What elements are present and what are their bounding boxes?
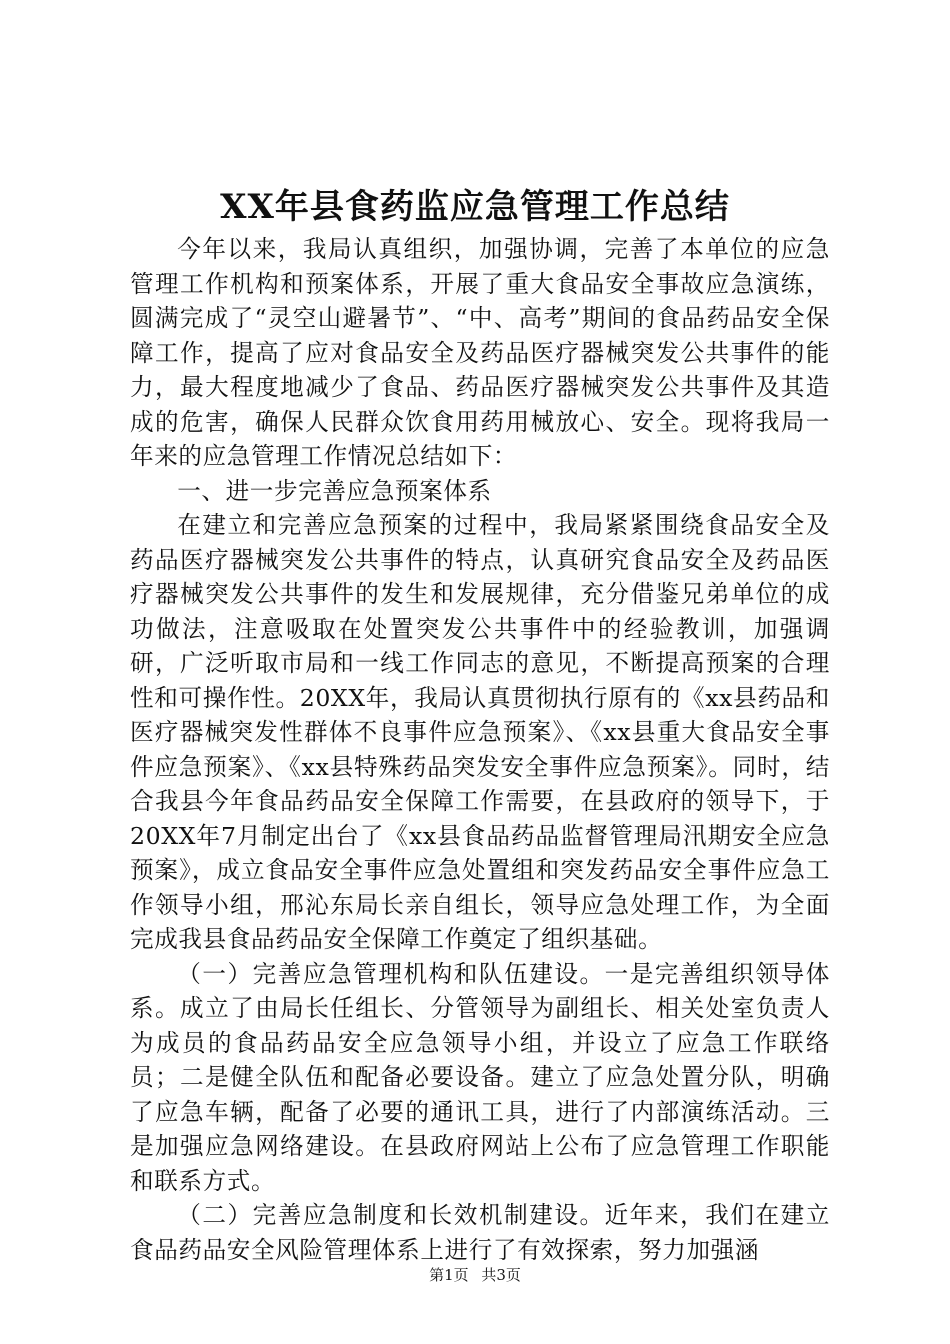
page-total: 共3页 xyxy=(481,1266,521,1284)
subsection-1-paragraph: （一）完善应急管理机构和队伍建设。一是完善组织领导体系。成立了由局长任组长、分管领导为副组长、相关处室负责人为成员的食品药品安全应急领导小组，并设立了应急工作联络员；二是健全队伍和配备必要设备。建立了应急处置分队，明确了应急车辆，配备了必要的通讯工具，进行了内部演练活动。三是加强应急网络建设。在县政府网站上公布了应急管理工作职能和联系方式。 xyxy=(130,959,830,1195)
intro-paragraph: 今年以来，我局认真组织，加强协调，完善了本单位的应急管理工作机构和预案体系，开展了重大食品安全事故应急演练，圆满完成了“灵空山避暑节”、“中、高考”期间的食品药品安全保障工作，提高了应对食品安全及药品医疗器械突发公共事件的能力，最大程度地减少了食品、药品医疗器械突发公共事件及其造成的危害，确保人民群众饮食用药用械放心、安全。现将我局一年来的应急管理工作情况总结如下： xyxy=(130,235,830,470)
document-title: XX年县食药监应急管理工作总结 xyxy=(220,187,730,227)
section-heading-1: 一、进一步完善应急预案体系 xyxy=(177,476,492,505)
section-1-paragraph: 在建立和完善应急预案的过程中，我局紧紧围绕食品安全及药品医疗器械突发公共事件的特点，认真研究食品安全及药品医疗器械突发公共事件的发生和发展规律，充分借鉴兄弟单位的成功做法，注意吸取在处置突发公共事件中的经验教训，加强调研，广泛听取市局和一线工作同志的意见，不断提高预案的合理性和可操作性。20XX年，我局认真贯彻执行原有的《xx县药品和医疗器械突发性群体不良事件应急预案》、《xx县重大食品安全事件应急预案》、《xx县特殊药品突发安全事件应急预案》。同时，结合我县今年食品药品安全保障工作需要，在县政府的领导下，于20XX年7月制定出台了《xx县食品药品监督管理局汛期安全应急预案》，成立食品安全事件应急处置组和突发药品安全事件应急工作领导小组，邢沁东局长亲自组长，领导应急处理工作，为全面完成我县食品药品安全保障工作奠定了组织基础。 xyxy=(130,511,830,953)
page-footer xyxy=(0,1264,950,1286)
subsection-2-paragraph: （二）完善应急制度和长效机制建设。近年来，我们在建立食品药品安全风险管理体系上进行了有效探索，努力加强涵 xyxy=(130,1201,830,1264)
document-body xyxy=(130,232,830,1267)
page-number: 第1页 xyxy=(429,1266,469,1284)
